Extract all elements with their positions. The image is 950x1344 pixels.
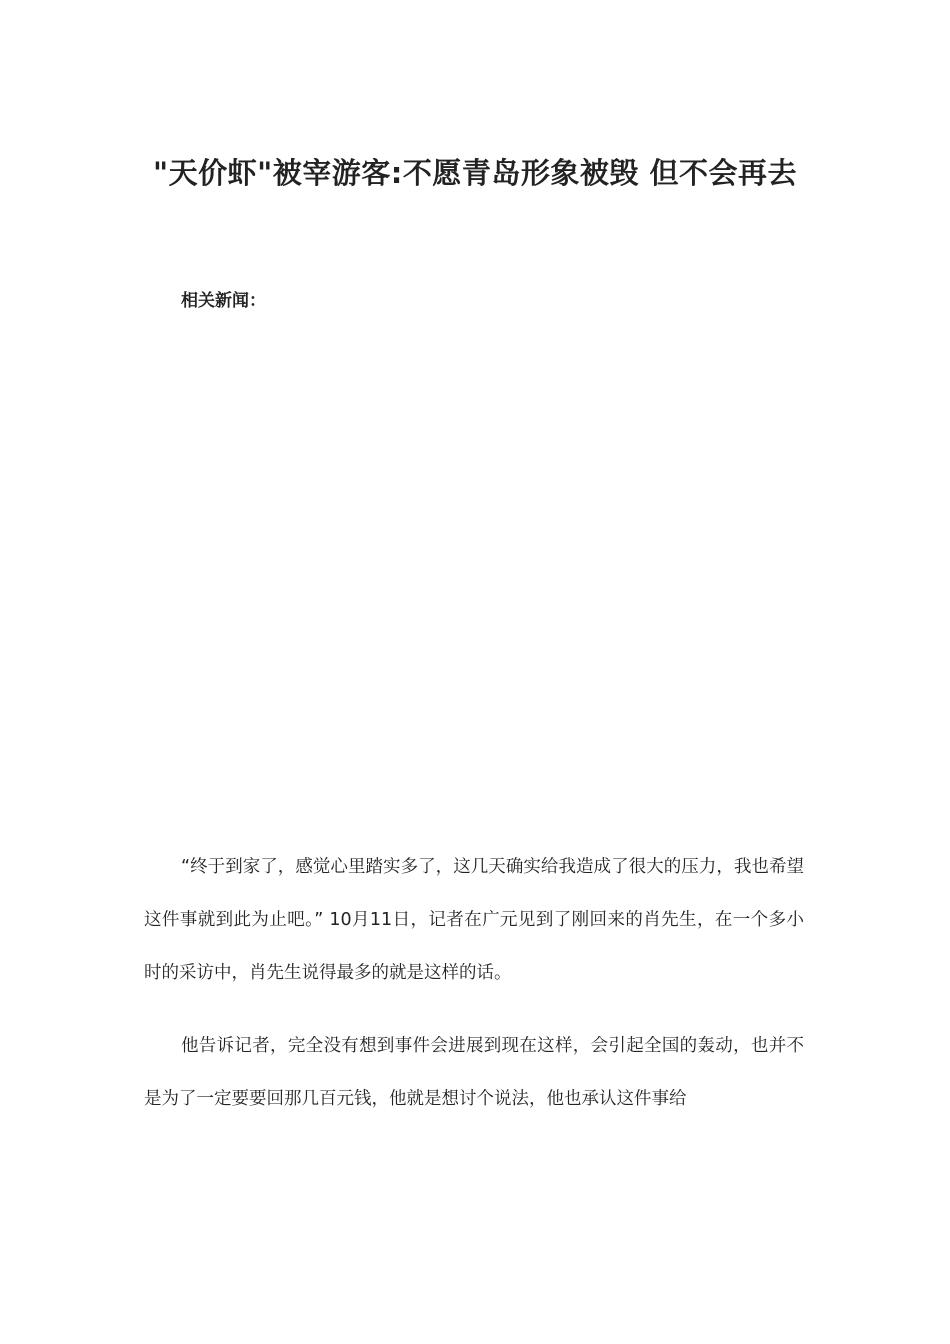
article-paragraph: 他告诉记者，完全没有想到事件会进展到现在这样，会引起全国的轰动，也并不是为了一定要要回那几百元钱，他就是想讨个说法，他也承认这件事给 bbox=[144, 1036, 804, 1109]
article-paragraph: “终于到家了，感觉心里踏实多了，这几天确实给我造成了很大的压力，我也希望这件事就到此为止吧。” 10月11日，记者在广元见到了刚回来的肖先生，在一个多小时的采访中，肖先生说得最多的就是这样的话。 bbox=[144, 857, 804, 983]
article-title: "天价虾"被宰游客:不愿青岛形象被毁 但不会再去 bbox=[153, 156, 797, 190]
related-news-label: 相关新闻： bbox=[181, 291, 266, 311]
